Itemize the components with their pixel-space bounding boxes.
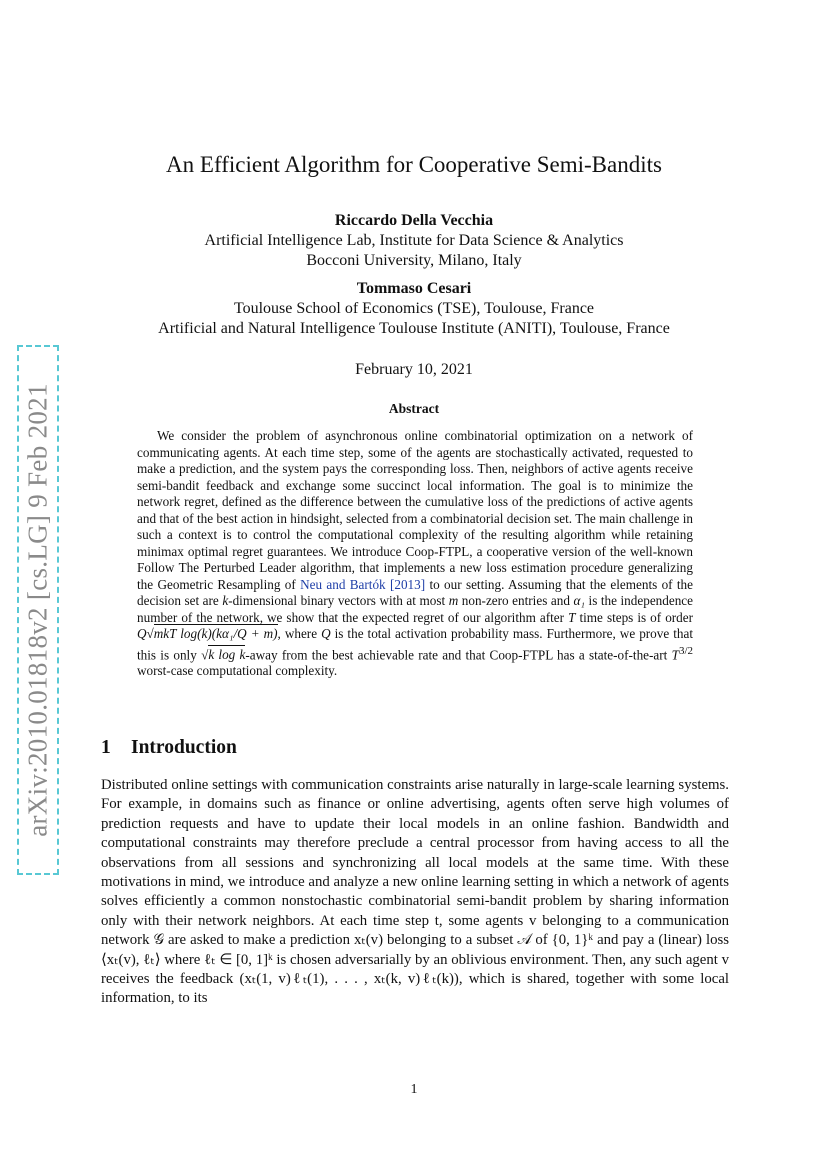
arxiv-identifier: arXiv:2010.01818v2 [cs.LG] 9 Feb 2021 [22,383,53,837]
paper-title: An Efficient Algorithm for Cooperative Semi-Bandits [166,152,662,177]
author-name: Tommaso Cesari [356,280,472,297]
author-block-1 [0,211,828,271]
author-affiliation: Bocconi University, Milano, Italy [306,252,522,269]
abstract-heading: Abstract [388,401,440,416]
gap-expression: k log k [208,646,246,662]
regret-bound-expression: mkT log(k)(kα₁/Q + m) [153,626,278,641]
author-block-2 [0,279,828,339]
citation-link[interactable]: Neu and Bartók [2013] [300,576,426,592]
arxiv-identifier-stamp [17,345,59,875]
author-name: Riccardo Della Vecchia [334,212,494,229]
introduction-paragraph: Distributed online settings with communication constraints arise naturally in large-scale learning systems. For example, in domains such as finance or online advertising, agents often serve high volumes of prediction requests and have to update their local models in an online fashion. Bandwidth and computational constraints may therefore preclude a central processor from having access to all the observations from all sessions and synchronizing all local models at the same time. With these motivations in mind, we introduce and analyze a new online learning setting in which a network of agents solves efficiently a common nonstochastic combinatorial semi-bandit problem by sharing information only with their network neighbors. At each time step t, some agents v belonging to a communication network 𝒢 are asked to make a prediction xₜ(v) belonging to a subset 𝒜 of {0, 1}ᵏ and pay a (linear) loss ⟨xₜ(v), ℓₜ⟩ where ℓₜ ∈ [0, 1]ᵏ is chosen adversarially by an oblivious environment. Then, any such agent v receives the feedback (xₜ(1, v)ℓₜ(1), . . . , xₜ(k, v)ℓₜ(k)), which is shared, together with some local information, to its [101,777,729,1007]
section-number: 1 [101,737,111,758]
page-number: 1 [410,1082,418,1097]
author-affiliation: Artificial and Natural Intelligence Toulouse Institute (ANITI), Toulouse, France [158,320,670,337]
section-title: Introduction [131,737,237,758]
paper-date: February 10, 2021 [355,361,473,378]
abstract-text: We consider the problem of asynchronous online combinatorial optimization on a network of communicating agents. At each time step, some of the agents are stochastically activated, requested to make a prediction, and the system pays the corresponding loss. Then, neighbors of active agents receive semi-bandit feedback and exchange some succinct local information. The goal is to minimize the network regret, defined as the difference between the cumulative loss of the predictions of active agents and that of the best action in hindsight, selected from a combinatorial decision set. The main challenge in such a context is to control the computational complexity of the resulting algorithm while retaining minimax optimal regret guarantees. We introduce Coop-FTPL, a cooperative version of the well-known Follow The Perturbed Leader algorithm, that implements a new loss estimation procedure generalizing the Geometric Resampling of Neu and Bartók [2013] to our setting. Assuming that the elements of the decision set are k-dimensional binary vectors with at most m non-zero entries and α₁ is the independence number of the network, we show that the expected regret of our algorithm after T time steps is of order Q√mkT log(k)(kα₁/Q + m), where Q is the total activation probability mass. Furthermore, we prove that this is only √k log k-away from the best achievable rate and that Coop-FTPL has a state-of-the-art $T^{3/2}$ worst-case computational complexity. [137,428,694,679]
author-affiliation: Toulouse School of Economics (TSE), Toulouse, France [233,300,595,317]
author-affiliation: Artificial Intelligence Lab, Institute for Data Science & Analytics [204,232,624,249]
section-heading [101,737,237,759]
